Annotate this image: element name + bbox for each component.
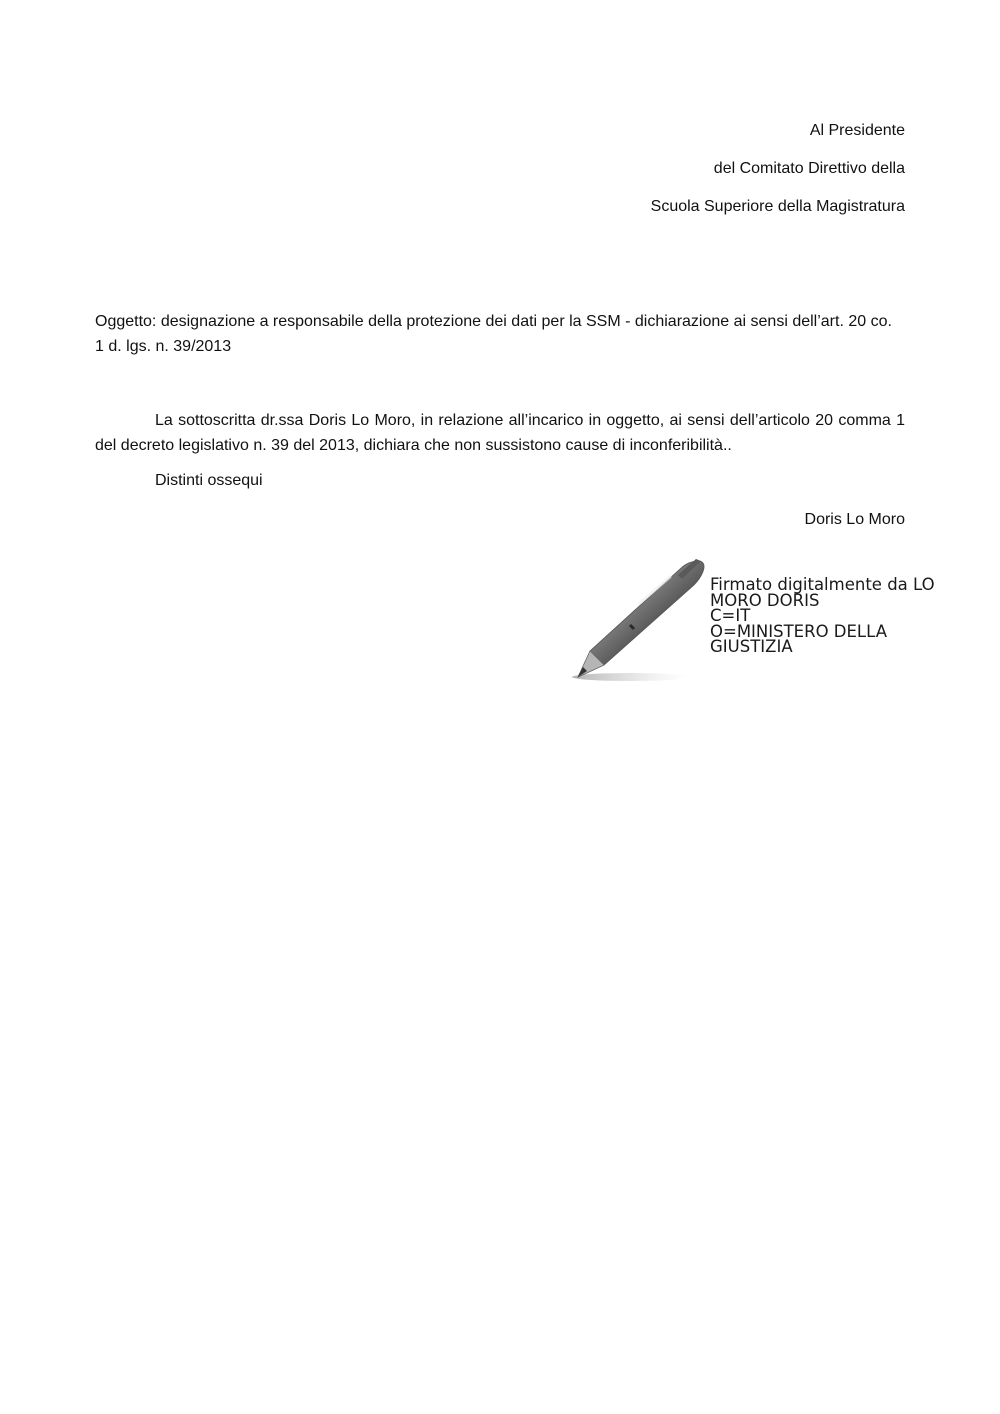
addressee-line-3: Scuola Superiore della Magistratura bbox=[650, 198, 905, 215]
signature-line-2: MORO DORIS bbox=[710, 590, 820, 610]
addressee-line-2: del Comitato Direttivo della bbox=[713, 160, 905, 177]
signature-line-5: GIUSTIZIA bbox=[710, 637, 793, 656]
body-paragraph: La sottoscritta dr.ssa Doris Lo Moro, in relazione all’incarico in oggetto, ai sensi dell’articolo 20 comma 1 del decreto legislativo n. 39 del 2013, dichiara che non sussistono cause di inconferibilità.. bbox=[95, 412, 905, 454]
addressee-line-1: Al Presidente bbox=[809, 122, 905, 139]
signature-line-3: C=IT bbox=[710, 606, 751, 625]
digital-signature-stamp bbox=[710, 577, 950, 655]
signature-line-1: Firmato digitalmente da LO bbox=[710, 575, 935, 594]
signature-line-4: O=MINISTERO DELLA bbox=[710, 621, 887, 641]
signer-name: Doris Lo Moro bbox=[804, 511, 905, 528]
subject-line: Oggetto: designazione a responsabile della protezione dei dati per la SSM - dichiarazione ai sensi dell’art. 20 co. 1 d. lgs. n. 39/2013 bbox=[95, 313, 892, 355]
pen-icon bbox=[570, 553, 720, 688]
closing-salutation: Distinti ossequi bbox=[155, 472, 263, 489]
